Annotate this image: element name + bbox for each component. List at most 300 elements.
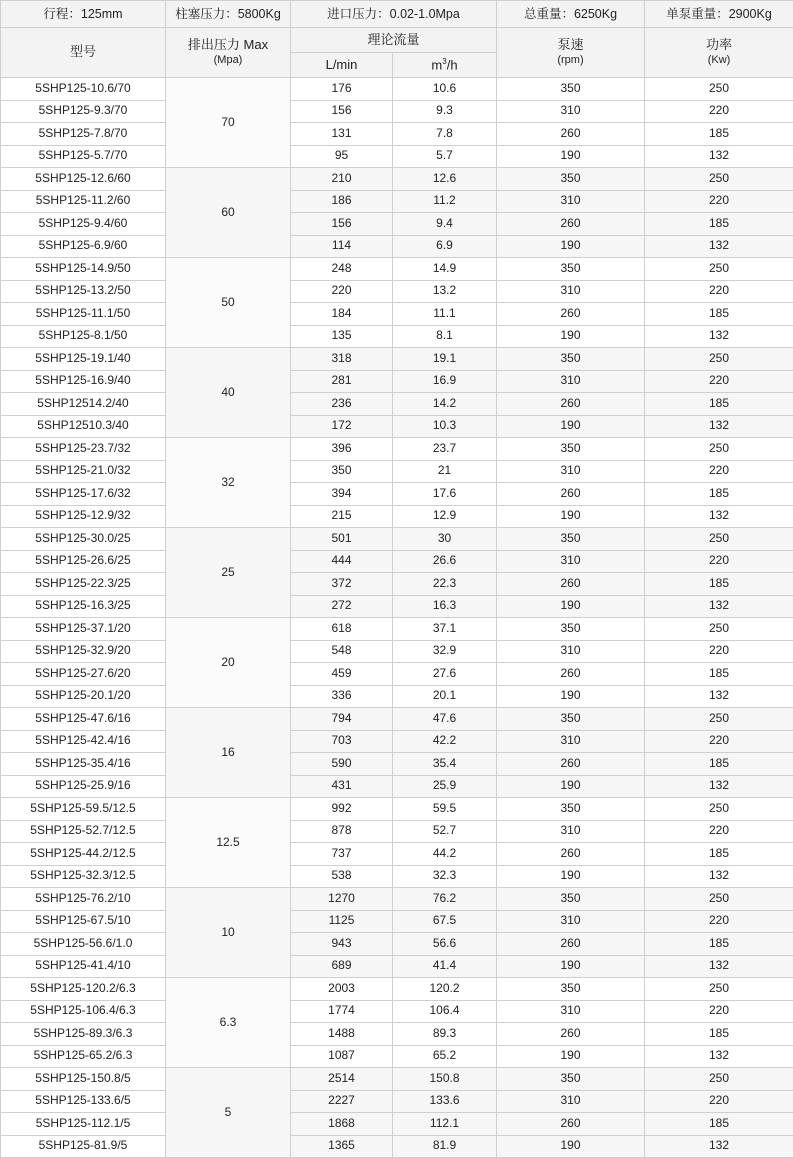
cell-flow-m3h: 56.6 [393,933,497,956]
cell-flow-m3h: 81.9 [393,1135,497,1158]
cell-power: 132 [645,775,793,798]
cell-pump-speed: 350 [497,798,645,821]
cell-flow-lmin: 1125 [291,910,393,933]
cell-power: 250 [645,888,793,911]
cell-model: 5SHP125-81.9/5 [1,1135,166,1158]
cell-pump-speed: 350 [497,888,645,911]
table-row [1,1000,793,1023]
cell-discharge-pressure: 60 [166,168,291,258]
cell-flow-m3h: 5.7 [393,145,497,168]
cell-power: 220 [645,820,793,843]
table-row [1,708,793,731]
cell-flow-m3h: 11.2 [393,190,497,213]
table-row [1,325,793,348]
table-row [1,528,793,551]
cell-flow-lmin: 176 [291,78,393,101]
cell-flow-lmin: 215 [291,505,393,528]
cell-model: 5SHP125-42.4/16 [1,730,166,753]
cell-model: 5SHP125-22.3/25 [1,573,166,596]
cell-power: 185 [645,1023,793,1046]
table-row [1,775,793,798]
cell-model: 5SHP125-47.6/16 [1,708,166,731]
cell-model: 5SHP125-7.8/70 [1,123,166,146]
cell-pump-speed: 350 [497,978,645,1001]
cell-model: 5SHP125-65.2/6.3 [1,1045,166,1068]
cell-flow-m3h: 32.3 [393,865,497,888]
cell-model: 5SHP125-16.9/40 [1,370,166,393]
cell-flow-lmin: 1270 [291,888,393,911]
cell-flow-m3h: 10.6 [393,78,497,101]
cell-power: 250 [645,798,793,821]
cell-power: 250 [645,168,793,191]
cell-flow-m3h: 44.2 [393,843,497,866]
table-row [1,78,793,101]
cell-pump-speed: 190 [497,415,645,438]
cell-pump-speed: 260 [497,1023,645,1046]
cell-flow-m3h: 41.4 [393,955,497,978]
cell-flow-m3h: 12.6 [393,168,497,191]
cell-flow-lmin: 131 [291,123,393,146]
cell-flow-m3h: 27.6 [393,663,497,686]
cell-flow-m3h: 9.4 [393,213,497,236]
cell-flow-lmin: 95 [291,145,393,168]
cell-flow-lmin: 336 [291,685,393,708]
table-row [1,640,793,663]
cell-flow-lmin: 1868 [291,1113,393,1136]
cell-flow-m3h: 25.9 [393,775,497,798]
cell-flow-lmin: 992 [291,798,393,821]
cell-pump-speed: 310 [497,190,645,213]
cell-pump-speed: 350 [497,618,645,641]
cell-model: 5SHP125-9.3/70 [1,100,166,123]
cell-pump-speed: 260 [497,123,645,146]
cell-flow-lmin: 2003 [291,978,393,1001]
cell-pump-speed: 310 [497,640,645,663]
cell-power: 220 [645,640,793,663]
cell-pump-speed: 310 [497,1090,645,1113]
header-pump-speed: 泵速 (rpm) [497,28,645,78]
table-row [1,235,793,258]
cell-model: 5SHP125-10.6/70 [1,78,166,101]
cell-flow-m3h: 150.8 [393,1068,497,1091]
column-header-row-1 [1,28,793,53]
cell-pump-speed: 190 [497,865,645,888]
cell-model: 5SHP125-16.3/25 [1,595,166,618]
cell-flow-lmin: 272 [291,595,393,618]
cell-model: 5SHP125-32.9/20 [1,640,166,663]
table-row [1,303,793,326]
cell-flow-lmin: 236 [291,393,393,416]
table-row [1,190,793,213]
cell-power: 220 [645,190,793,213]
cell-flow-m3h: 16.3 [393,595,497,618]
cell-flow-lmin: 220 [291,280,393,303]
cell-flow-lmin: 1365 [291,1135,393,1158]
cell-flow-m3h: 14.9 [393,258,497,281]
table-row [1,618,793,641]
cell-power: 220 [645,1000,793,1023]
cell-flow-lmin: 689 [291,955,393,978]
cell-pump-speed: 260 [497,303,645,326]
cell-power: 185 [645,303,793,326]
cell-flow-m3h: 67.5 [393,910,497,933]
table-row [1,730,793,753]
cell-model: 5SHP125-11.1/50 [1,303,166,326]
cell-flow-lmin: 394 [291,483,393,506]
cell-model: 5SHP125-133.6/5 [1,1090,166,1113]
summary-cell-single-pump-weight: 单泵重量：2900Kg [645,1,793,28]
cell-power: 250 [645,978,793,1001]
cell-pump-speed: 350 [497,168,645,191]
table-row [1,798,793,821]
table-row [1,550,793,573]
cell-discharge-pressure: 32 [166,438,291,528]
cell-flow-lmin: 737 [291,843,393,866]
cell-power: 220 [645,100,793,123]
cell-flow-lmin: 1087 [291,1045,393,1068]
cell-pump-speed: 190 [497,775,645,798]
header-flow-lmin: L/min [291,53,393,78]
cell-pump-speed: 350 [497,438,645,461]
cell-flow-m3h: 23.7 [393,438,497,461]
cell-model: 5SHP125-37.1/20 [1,618,166,641]
cell-model: 5SHP125-32.3/12.5 [1,865,166,888]
cell-pump-speed: 190 [497,145,645,168]
cell-model: 5SHP125-9.4/60 [1,213,166,236]
cell-flow-m3h: 120.2 [393,978,497,1001]
cell-flow-lmin: 156 [291,100,393,123]
table-row [1,933,793,956]
cell-model: 5SHP125-6.9/60 [1,235,166,258]
cell-model: 5SHP125-5.7/70 [1,145,166,168]
cell-model: 5SHP125-41.4/10 [1,955,166,978]
cell-model: 5SHP125-25.9/16 [1,775,166,798]
cell-power: 250 [645,618,793,641]
cell-flow-m3h: 89.3 [393,1023,497,1046]
cell-flow-lmin: 2514 [291,1068,393,1091]
cell-power: 185 [645,393,793,416]
table-row [1,348,793,371]
table-row [1,100,793,123]
cell-flow-lmin: 459 [291,663,393,686]
cell-model: 5SHP125-56.6/1.0 [1,933,166,956]
table-row [1,1068,793,1091]
table-row [1,438,793,461]
cell-flow-lmin: 1774 [291,1000,393,1023]
cell-flow-lmin: 114 [291,235,393,258]
cell-flow-m3h: 16.9 [393,370,497,393]
cell-model: 5SHP125-112.1/5 [1,1113,166,1136]
cell-flow-lmin: 372 [291,573,393,596]
cell-pump-speed: 190 [497,955,645,978]
cell-flow-lmin: 703 [291,730,393,753]
cell-model: 5SHP125-27.6/20 [1,663,166,686]
table-row [1,145,793,168]
cell-flow-m3h: 37.1 [393,618,497,641]
table-row [1,663,793,686]
cell-pump-speed: 260 [497,663,645,686]
cell-power: 185 [645,663,793,686]
cell-model: 5SHP125-67.5/10 [1,910,166,933]
cell-pump-speed: 260 [497,483,645,506]
cell-discharge-pressure: 25 [166,528,291,618]
summary-row [1,1,793,28]
cell-discharge-pressure: 20 [166,618,291,708]
cell-pump-speed: 190 [497,325,645,348]
table-row [1,1135,793,1158]
header-model: 型号 [1,28,166,78]
cell-power: 132 [645,955,793,978]
cell-flow-m3h: 20.1 [393,685,497,708]
cell-model: 5SHP125-8.1/50 [1,325,166,348]
cell-flow-m3h: 7.8 [393,123,497,146]
cell-pump-speed: 350 [497,348,645,371]
table-row [1,1023,793,1046]
cell-pump-speed: 190 [497,505,645,528]
cell-flow-m3h: 21 [393,460,497,483]
cell-flow-lmin: 186 [291,190,393,213]
cell-flow-lmin: 444 [291,550,393,573]
cell-power: 250 [645,1068,793,1091]
cell-model: 5SHP125-35.4/16 [1,753,166,776]
cell-flow-lmin: 548 [291,640,393,663]
cell-power: 250 [645,438,793,461]
cell-model: 5SHP12510.3/40 [1,415,166,438]
cell-flow-m3h: 42.2 [393,730,497,753]
summary-cell-stroke: 行程：125mm [1,1,166,28]
cell-model: 5SHP125-12.9/32 [1,505,166,528]
cell-discharge-pressure: 12.5 [166,798,291,888]
cell-pump-speed: 310 [497,910,645,933]
cell-model: 5SHP125-76.2/10 [1,888,166,911]
cell-pump-speed: 350 [497,78,645,101]
cell-flow-m3h: 17.6 [393,483,497,506]
cell-pump-speed: 190 [497,235,645,258]
cell-power: 220 [645,1090,793,1113]
cell-power: 185 [645,573,793,596]
table-row [1,910,793,933]
cell-model: 5SHP125-150.8/5 [1,1068,166,1091]
cell-flow-m3h: 35.4 [393,753,497,776]
cell-power: 185 [645,123,793,146]
cell-model: 5SHP125-89.3/6.3 [1,1023,166,1046]
cell-power: 250 [645,78,793,101]
table-row [1,483,793,506]
cell-flow-lmin: 878 [291,820,393,843]
cell-discharge-pressure: 70 [166,78,291,168]
table-row [1,573,793,596]
cell-power: 220 [645,730,793,753]
table-row [1,168,793,191]
cell-flow-m3h: 52.7 [393,820,497,843]
cell-model: 5SHP125-30.0/25 [1,528,166,551]
table-row [1,505,793,528]
table-row [1,753,793,776]
cell-flow-lmin: 501 [291,528,393,551]
cell-pump-speed: 310 [497,730,645,753]
cell-pump-speed: 310 [497,1000,645,1023]
cell-flow-lmin: 618 [291,618,393,641]
cell-pump-speed: 310 [497,820,645,843]
cell-flow-lmin: 590 [291,753,393,776]
cell-model: 5SHP125-106.4/6.3 [1,1000,166,1023]
cell-model: 5SHP12514.2/40 [1,393,166,416]
cell-flow-m3h: 59.5 [393,798,497,821]
table-row [1,1113,793,1136]
cell-flow-m3h: 11.1 [393,303,497,326]
cell-model: 5SHP125-14.9/50 [1,258,166,281]
cell-power: 132 [645,685,793,708]
cell-flow-m3h: 19.1 [393,348,497,371]
cell-model: 5SHP125-20.1/20 [1,685,166,708]
table-row [1,213,793,236]
cell-pump-speed: 260 [497,753,645,776]
cell-model: 5SHP125-120.2/6.3 [1,978,166,1001]
cell-power: 220 [645,460,793,483]
cell-flow-m3h: 8.1 [393,325,497,348]
cell-pump-speed: 350 [497,708,645,731]
cell-flow-lmin: 156 [291,213,393,236]
table-row [1,123,793,146]
cell-power: 132 [645,145,793,168]
table-row [1,393,793,416]
cell-flow-m3h: 133.6 [393,1090,497,1113]
table-row [1,888,793,911]
cell-power: 220 [645,280,793,303]
summary-cell-inlet-pressure: 进口压力：0.02-1.0Mpa [291,1,497,28]
table-row [1,843,793,866]
cell-power: 132 [645,595,793,618]
cell-model: 5SHP125-23.7/32 [1,438,166,461]
table-row [1,460,793,483]
cell-flow-m3h: 65.2 [393,1045,497,1068]
cell-power: 185 [645,843,793,866]
cell-flow-m3h: 106.4 [393,1000,497,1023]
cell-model: 5SHP125-13.2/50 [1,280,166,303]
cell-power: 220 [645,910,793,933]
cell-pump-speed: 260 [497,1113,645,1136]
cell-flow-lmin: 431 [291,775,393,798]
cell-flow-lmin: 210 [291,168,393,191]
cell-flow-m3h: 12.9 [393,505,497,528]
cell-power: 250 [645,528,793,551]
cell-power: 185 [645,483,793,506]
cell-flow-m3h: 76.2 [393,888,497,911]
cell-pump-speed: 310 [497,370,645,393]
cell-power: 132 [645,235,793,258]
cell-flow-lmin: 318 [291,348,393,371]
cell-power: 132 [645,415,793,438]
cell-flow-lmin: 172 [291,415,393,438]
cell-flow-lmin: 281 [291,370,393,393]
table-row [1,820,793,843]
cell-discharge-pressure: 5 [166,1068,291,1158]
cell-pump-speed: 260 [497,213,645,236]
cell-pump-speed: 260 [497,573,645,596]
cell-power: 132 [645,1045,793,1068]
cell-power: 220 [645,550,793,573]
cell-flow-m3h: 6.9 [393,235,497,258]
table-row [1,865,793,888]
table-row [1,1090,793,1113]
cell-pump-speed: 310 [497,280,645,303]
header-power: 功率 (Kw) [645,28,793,78]
cell-discharge-pressure: 50 [166,258,291,348]
cell-pump-speed: 190 [497,595,645,618]
cell-pump-speed: 190 [497,1045,645,1068]
cell-power: 250 [645,708,793,731]
cell-flow-lmin: 184 [291,303,393,326]
table-row [1,595,793,618]
cell-power: 185 [645,933,793,956]
cell-discharge-pressure: 40 [166,348,291,438]
cell-power: 220 [645,370,793,393]
cell-power: 132 [645,1135,793,1158]
cell-flow-m3h: 10.3 [393,415,497,438]
cell-pump-speed: 190 [497,1135,645,1158]
table-row [1,280,793,303]
cell-pump-speed: 310 [497,100,645,123]
cell-pump-speed: 350 [497,258,645,281]
cell-pump-speed: 260 [497,393,645,416]
cell-discharge-pressure: 10 [166,888,291,978]
cell-power: 250 [645,258,793,281]
cell-power: 185 [645,1113,793,1136]
cell-pump-speed: 260 [497,933,645,956]
summary-cell-plunger-pressure: 柱塞压力：5800Kg [166,1,291,28]
cell-flow-m3h: 47.6 [393,708,497,731]
cell-pump-speed: 190 [497,685,645,708]
cell-flow-m3h: 9.3 [393,100,497,123]
cell-flow-m3h: 13.2 [393,280,497,303]
cell-flow-m3h: 32.9 [393,640,497,663]
table-row [1,978,793,1001]
cell-power: 250 [645,348,793,371]
cell-power: 132 [645,865,793,888]
cell-flow-lmin: 1488 [291,1023,393,1046]
cell-flow-lmin: 248 [291,258,393,281]
table-row [1,415,793,438]
cell-pump-speed: 350 [497,528,645,551]
cell-model: 5SHP125-52.7/12.5 [1,820,166,843]
cell-model: 5SHP125-17.6/32 [1,483,166,506]
cell-flow-lmin: 396 [291,438,393,461]
cell-flow-lmin: 943 [291,933,393,956]
cell-model: 5SHP125-21.0/32 [1,460,166,483]
cell-power: 185 [645,753,793,776]
cell-model: 5SHP125-11.2/60 [1,190,166,213]
cell-model: 5SHP125-44.2/12.5 [1,843,166,866]
cell-flow-m3h: 26.6 [393,550,497,573]
cell-model: 5SHP125-59.5/12.5 [1,798,166,821]
cell-flow-lmin: 350 [291,460,393,483]
cell-discharge-pressure: 16 [166,708,291,798]
cell-discharge-pressure: 6.3 [166,978,291,1068]
cell-model: 5SHP125-12.6/60 [1,168,166,191]
cell-pump-speed: 310 [497,460,645,483]
cell-flow-m3h: 30 [393,528,497,551]
table-row [1,955,793,978]
summary-cell-total-weight: 总重量：6250Kg [497,1,645,28]
cell-pump-speed: 310 [497,550,645,573]
cell-flow-lmin: 794 [291,708,393,731]
header-theoretical-flow: 理论流量 [291,28,497,53]
cell-model: 5SHP125-26.6/25 [1,550,166,573]
cell-flow-lmin: 135 [291,325,393,348]
table-row [1,1045,793,1068]
cell-pump-speed: 350 [497,1068,645,1091]
table-row [1,370,793,393]
